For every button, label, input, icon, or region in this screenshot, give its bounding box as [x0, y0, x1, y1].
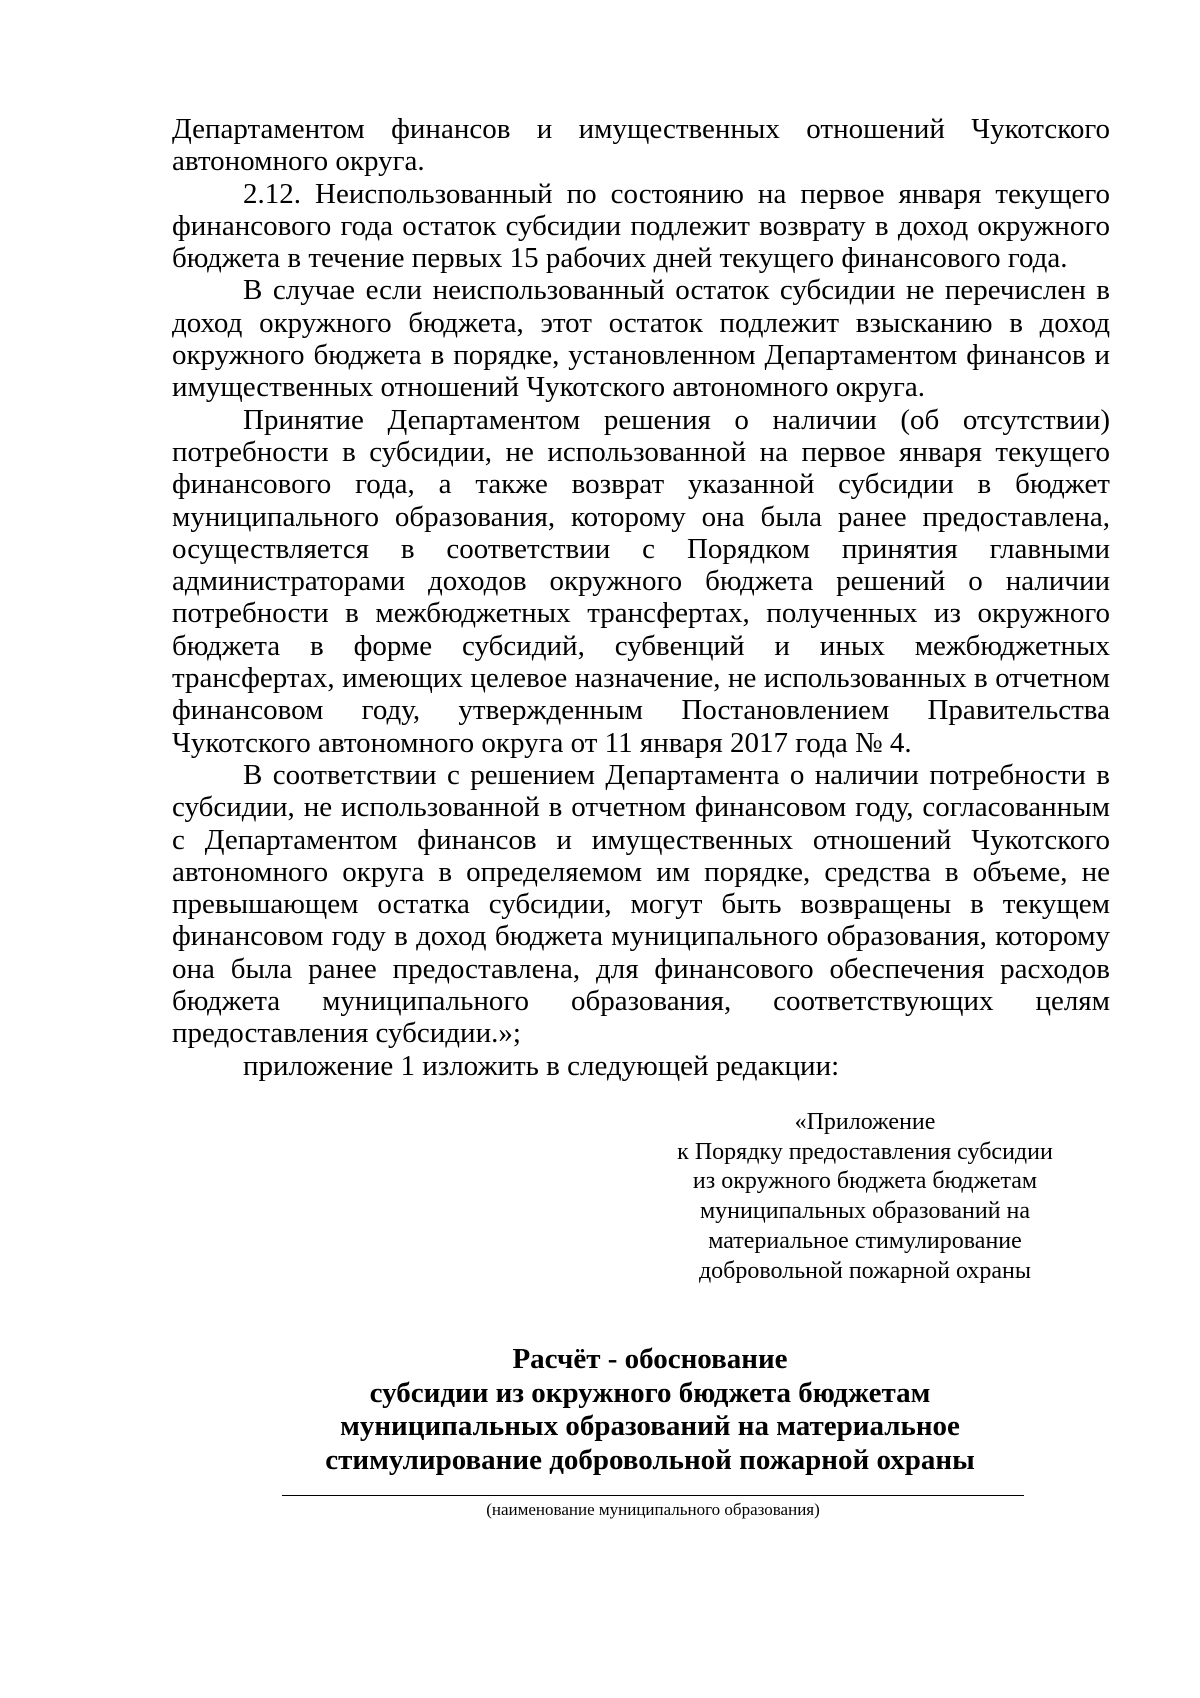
appendix-line: из окружного бюджета бюджетам: [692, 1168, 1038, 1195]
heading-line: стимулирование добровольной пожарной охраны: [325, 1443, 975, 1476]
appendix-line: материальное стимулирование: [708, 1227, 1022, 1254]
paragraph-decision: Принятие Департаментом решения о наличии (об отсутствии) потребности в субсидии, не использованной на первое января текущего финансового года, а также возврат указанной субсидии в бюджет муниципального образования, которому она была ранее предоставлена, осуществляется в соответствии с Порядком принятия главными администраторами доходов окружного бюджета решений о наличии потребности в межбюджетных трансфертах, полученных из окружного бюджета в форме субсидий, субвенций и иных межбюджетных трансфертах, имеющих целевое назначение, не использованных в отчетном финансовом году, утвержденным Постановлением Правительства Чукотского автономного округа от 11 января 2017 года № 4.: [172, 403, 1110, 759]
heading-line: субсидии из окружного бюджета бюджетам: [369, 1376, 931, 1409]
body-text: [172, 113, 1110, 1082]
paragraph-appendix-instruction: приложение 1 изложить в следующей редакции:: [243, 1049, 840, 1082]
appendix-line: муниципальных образований на: [699, 1198, 1031, 1225]
appendix-line: «Приложение: [794, 1109, 936, 1135]
paragraph-continuation: Департаментом финансов и имущественных отношений Чукотского автономного округа.: [172, 113, 1110, 178]
heading-line: муниципальных образований на материальное: [340, 1410, 960, 1442]
appendix-line: к Порядку предоставления субсидии: [677, 1138, 1053, 1165]
document-heading: [300, 1343, 1000, 1477]
paragraph-2-12: 2.12. Неиспользованный по состоянию на первое января текущего финансового года остаток субсидии подлежит возврату в доход окружного бюджета в течение первых 15 рабочих дней текущего финансового года.: [172, 177, 1110, 275]
paragraph-recovery: В случае если неиспользованный остаток субсидии не перечислен в доход окружного бюджета, этот остаток подлежит взысканию в доход окружного бюджета в порядке, установленном Департаментом финансов и имущественных отношений Чукотского автономного округа.: [172, 274, 1110, 404]
municipality-name-caption: (наименование муниципального образования): [486, 1500, 820, 1519]
appendix-line: добровольной пожарной охраны: [698, 1257, 1032, 1284]
appendix-reference: [660, 1108, 1070, 1286]
heading-line: Расчёт - обоснование: [512, 1343, 788, 1375]
municipality-name-line: [282, 1495, 1024, 1496]
paragraph-return: В соответствии с решением Департамента о наличии потребности в субсидии, не использованной в отчетном финансовом году, согласованным с Департаментом финансов и имущественных отношений Чукотского автономного округа в определяемом им порядке, средства в объеме, не превышающем остатка субсидии, могут быть возвращены в текущем финансовом году в доход бюджета муниципального образования, которому она была ранее предоставлена, для финансового обеспечения расходов бюджета муниципального образования, соответствующих целям предоставления субсидии.»;: [172, 758, 1110, 1050]
